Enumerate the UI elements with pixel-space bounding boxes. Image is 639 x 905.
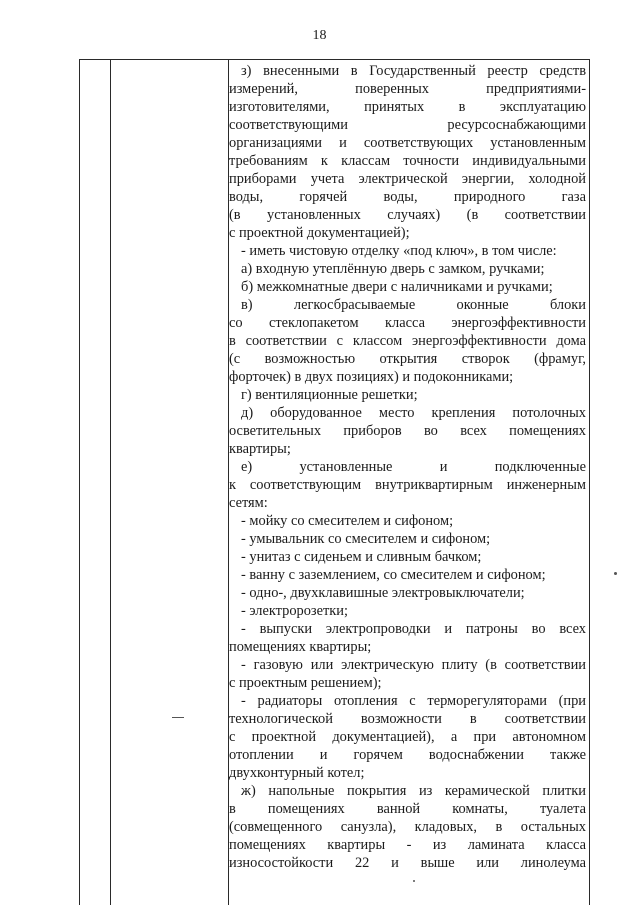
- text-line: двухконтурный котел;: [229, 765, 365, 781]
- text-line: б) межкомнатные двери с наличниками и ручками;: [241, 279, 553, 295]
- text-line: в) легкосбрасываемые оконные блоки: [241, 297, 586, 313]
- text-line: помещениях квартиры;: [229, 639, 372, 655]
- table-border-left: [79, 59, 80, 905]
- text-line: помещениях квартиры - из ламината класса: [229, 837, 586, 853]
- text-line: в помещениях ванной комнаты, туалета: [229, 801, 586, 817]
- text-line: с проектной документацией), а при автономном: [229, 729, 586, 745]
- text-line: - электророзетки;: [241, 603, 348, 619]
- text-line: д) оборудованное место крепления потолочных: [241, 405, 586, 421]
- text-line: - мойку со смесителем и сифоном;: [241, 513, 454, 529]
- scan-speck: [172, 717, 184, 718]
- text-line: - иметь чистовую отделку «под ключ», в том числе:: [241, 243, 557, 259]
- text-line: е) установленные и подключенные: [241, 459, 586, 475]
- text-line: - ванну с заземлением, со смесителем и сифоном;: [241, 567, 546, 583]
- text-line: с проектной документацией);: [229, 225, 410, 241]
- text-line: ж) напольные покрытия из керамической плитки: [241, 783, 586, 799]
- text-line: - унитаз с сиденьем и сливным бачком;: [241, 549, 482, 565]
- table-border-top: [79, 59, 590, 60]
- scan-speck: [614, 572, 617, 575]
- page-number: 18: [312, 28, 327, 43]
- text-line: (совмещенного санузла), кладовых, в остальных: [229, 819, 586, 835]
- text-line: квартиры;: [229, 441, 291, 457]
- text-line: а) входную утеплённую дверь с замком, ручками;: [241, 261, 545, 277]
- text-line: - одно-, двухклавишные электровыключатели;: [241, 585, 525, 601]
- text-line: приборами учета электрической энергии, холодной: [229, 171, 586, 187]
- text-line: (в установленных случаях) (в соответствии: [229, 207, 586, 223]
- text-line: - газовую или электрическую плиту (в соответствии: [241, 657, 586, 673]
- text-line: организациями и соответствующих установленным: [229, 135, 586, 151]
- text-line: - радиаторы отопления с терморегуляторами (при: [241, 693, 586, 709]
- text-line: износостойкости 22 и выше или линолеума: [229, 855, 586, 871]
- table-border-right: [589, 59, 590, 905]
- text-line: изготовителями, принятых в эксплуатацию: [229, 99, 586, 115]
- text-line: с проектным решением);: [229, 675, 382, 691]
- text-line: в соответствии с классом энергоэффективности дома: [229, 333, 586, 349]
- text-line: осветительных приборов во всех помещениях: [229, 423, 586, 439]
- text-line: сетям:: [229, 495, 268, 511]
- text-line: - умывальник со смесителем и сифоном;: [241, 531, 491, 547]
- text-line: форточек) в двух позициях) и подоконниками;: [229, 369, 514, 385]
- text-line: технологической возможности в соответствии: [229, 711, 586, 727]
- text-line: воды, горячей воды, природного газа: [229, 189, 586, 205]
- text-line: отоплении и горячем водоснабжении также: [229, 747, 586, 763]
- text-line: - выпуски электропроводки и патроны во всех: [241, 621, 586, 637]
- text-line: соответствующими ресурсоснабжающими: [229, 117, 586, 133]
- text-line: з) внесенными в Государственный реестр средств: [241, 63, 586, 79]
- text-line: со стеклопакетом класса энергоэффективности: [229, 315, 586, 331]
- table-column-divider-1: [110, 59, 111, 905]
- text-line: измерений, поверенных предприятиями-: [229, 81, 586, 97]
- text-line: к соответствующим внутриквартирным инженерным: [229, 477, 586, 493]
- text-line: (с возможностью открытия створок (фрамуг,: [229, 351, 586, 367]
- scan-speck: [413, 880, 415, 882]
- text-line: требованиям к классам точности индивидуальными: [229, 153, 586, 169]
- text-line: г) вентиляционные решетки;: [241, 387, 418, 403]
